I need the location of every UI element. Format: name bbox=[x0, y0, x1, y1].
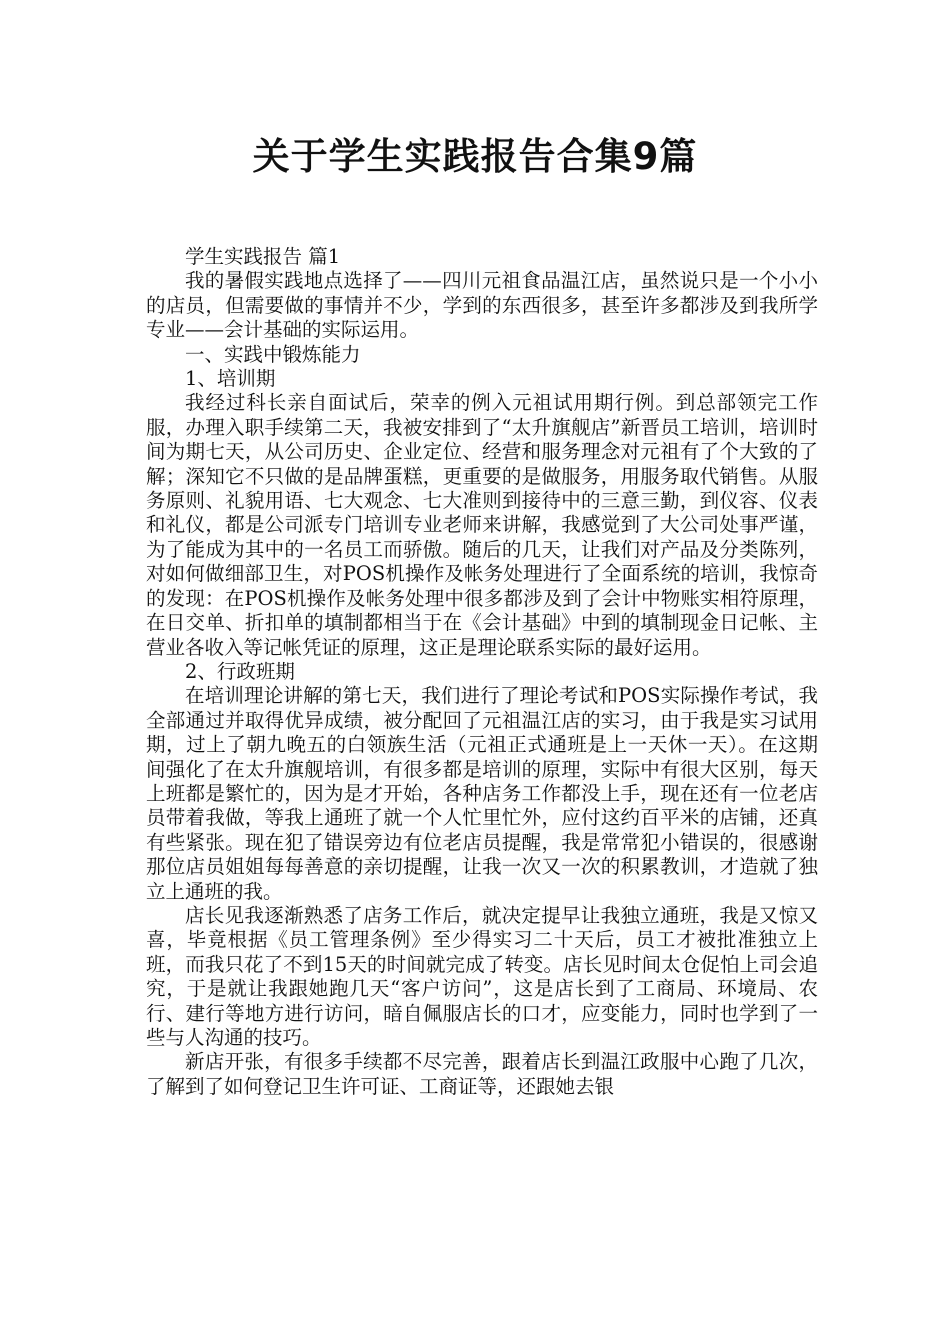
subsection-heading: 1、培训期 bbox=[185, 367, 276, 391]
document-body bbox=[146, 245, 818, 1099]
paragraph: 新店开张，有很多手续都不尽完善，跟着店长到温江政服中心跑了几次，了解到了如何登记卫生许可证、工商证等，还跟她去银 bbox=[146, 1050, 818, 1098]
paragraph: 在培训理论讲解的第七天，我们进行了理论考试和POS实际操作考试，我全部通过并取得优异成绩，被分配回了元祖温江店的实习，由于我是实习试用期，过上了朝九晚五的白领族生活（元祖正式通班是上一天休一天）。在这期间强化了在太升旗舰培训，有很多都是培训的原理，实际中有很大区别，每天上班都是繁忙的，因为是才开始，各种店务工作都没上手，现在还有一位老店员带着我做，等我上通班了就一个人忙里忙外，应付这约百平米的店铺，还真有些紧张。现在犯了错误旁边有位老店员提醒，我是常常犯小错误的，很感谢那位店员姐姐每每善意的亲切提醒，让我一次又一次的积累教训，才造就了独立上通班的我。 bbox=[146, 684, 818, 903]
document-title: 关于学生实践报告合集9篇 bbox=[252, 135, 698, 178]
section-heading: 学生实践报告 篇1 bbox=[185, 245, 341, 268]
subsection-heading: 一、实践中锻炼能力 bbox=[185, 342, 361, 366]
paragraph: 店长见我逐渐熟悉了店务工作后，就决定提早让我独立通班，我是又惊又喜，毕竟根据《员工管理条例》至少得实习二十天后，员工才被批准独立上班，而我只花了不到15天的时间就完成了转变。店长见时间太仓促怕上司会追究，于是就让我跟她跑几天“客户访问”，这是店长到了工商局、环境局、农行、建行等地方进行访问，暗自佩服店长的口才，应变能力，同时也学到了一些与人沟通的技巧。 bbox=[146, 903, 818, 1049]
paragraph: 我的暑假实践地点选择了——四川元祖食品温江店，虽然说只是一个小小的店员，但需要做的事情并不少，学到的东西很多，甚至许多都涉及到我所学专业——会计基础的实际运用。 bbox=[146, 269, 818, 342]
subsection-heading: 2、行政班期 bbox=[185, 659, 295, 683]
paragraph: 我经过科长亲自面试后，荣幸的例入元祖试用期行例。到总部领完工作服，办理入职手续第二天，我被安排到了“太升旗舰店”新晋员工培训，培训时间为期七天，从公司历史、企业定位、经营和服务理念对元祖有了个大致的了解；深知它不只做的是品牌蛋糕，更重要的是做服务，用服务取代销售。从服务原则、礼貌用语、七大观念、七大准则到接待中的三意三勤，到仪容、仪表和礼仪，都是公司派专门培训专业老师来讲解，我感觉到了大公司处事严谨，为了能成为其中的一名员工而骄傲。随后的几天，让我们对产品及分类陈列，对如何做细部卫生，对POS机操作及帐务处理进行了全面系统的培训，我惊奇的发现：在POS机操作及帐务处理中很多都涉及到了会计中物账实相符原理，在日交单、折扣单的填制都相当于在《会计基础》中到的填制现金日记帐、主营业各收入等记帐凭证的原理，这正是理论联系实际的最好运用。 bbox=[146, 391, 818, 659]
